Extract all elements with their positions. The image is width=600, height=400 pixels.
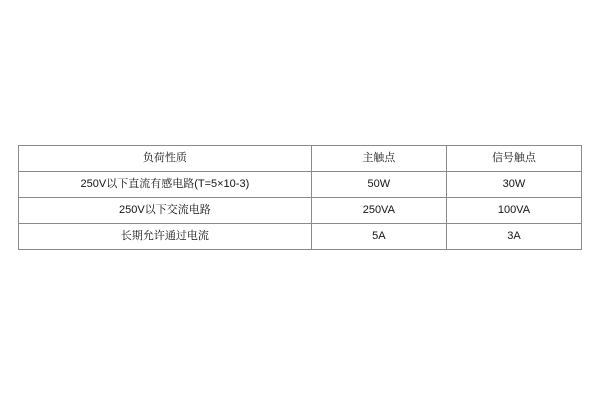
table-row <box>19 224 582 250</box>
table-header-row <box>19 146 582 172</box>
column-header-signal-contact: 信号触点 <box>446 146 581 172</box>
cell-main-contact: 5A <box>311 224 446 250</box>
cell-signal-contact: 30W <box>446 172 581 198</box>
table-row <box>19 198 582 224</box>
cell-load-nature: 250V以下交流电路 <box>19 198 312 224</box>
cell-load-nature: 长期允许通过电流 <box>19 224 312 250</box>
cell-main-contact: 250VA <box>311 198 446 224</box>
contact-rating-table <box>18 145 582 250</box>
cell-signal-contact: 100VA <box>446 198 581 224</box>
cell-main-contact: 50W <box>311 172 446 198</box>
table-row <box>19 172 582 198</box>
cell-load-nature: 250V以下直流有感电路(T=5×10-3) <box>19 172 312 198</box>
column-header-main-contact: 主触点 <box>311 146 446 172</box>
spec-table-container <box>18 145 582 250</box>
cell-signal-contact: 3A <box>446 224 581 250</box>
column-header-load-nature: 负荷性质 <box>19 146 312 172</box>
